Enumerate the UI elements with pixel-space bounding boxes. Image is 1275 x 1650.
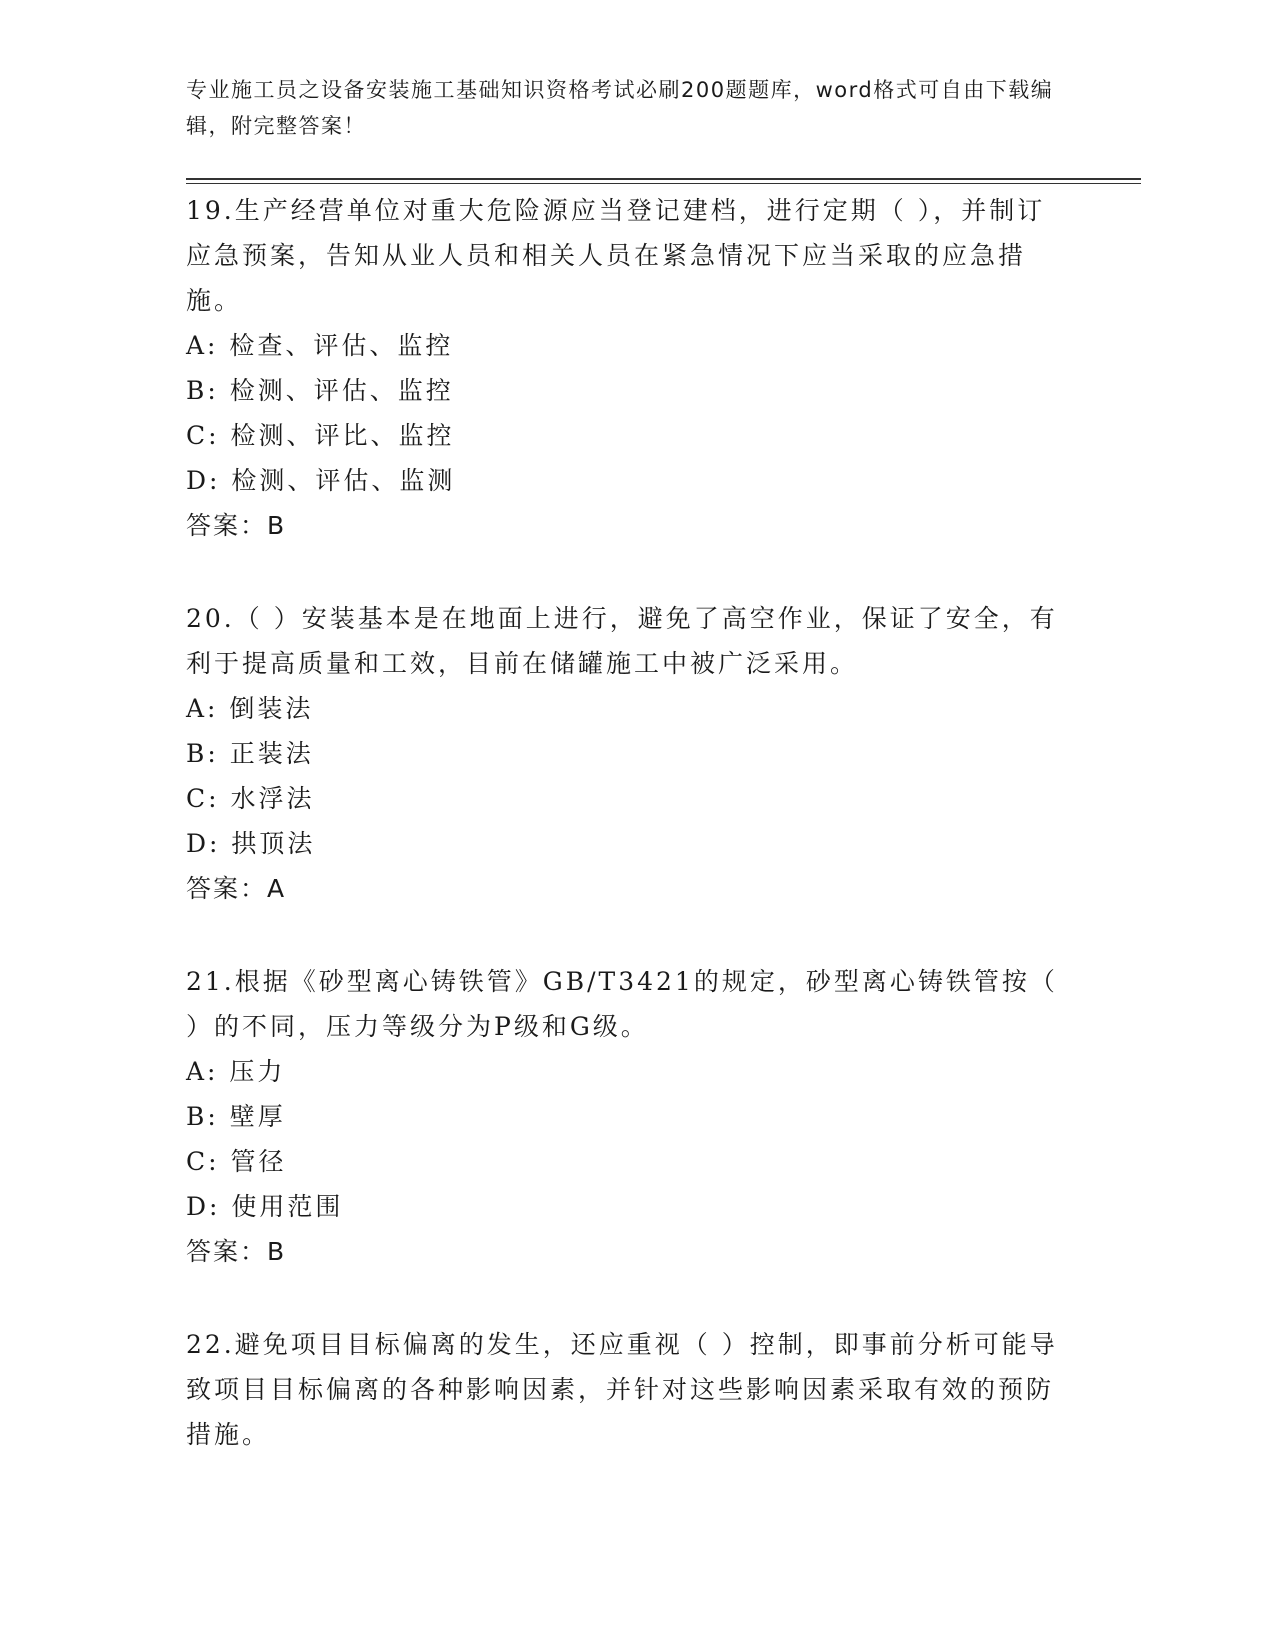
question-19: [186, 188, 1066, 548]
question-text: 20.（ ）安装基本是在地面上进行，避免了高空作业，保证了安全，有利于提高质量和工效，目前在储罐施工中被广泛采用。: [186, 604, 1058, 678]
option-d: D: 拱顶法: [186, 829, 316, 858]
option-a: A: 倒装法: [186, 694, 314, 723]
document-header: 专业施工员之设备安装施工基础知识资格考试必刷200题题库，word格式可自由下载编辑，附完整答案！: [186, 78, 1054, 138]
option-d: D: 使用范围: [186, 1192, 344, 1221]
option-d: D: 检测、评估、监测: [186, 466, 456, 495]
header-rule-thick: [186, 178, 1141, 180]
question-text: 22.避免项目目标偏离的发生，还应重视（ ）控制，即事前分析可能导致项目目标偏离的各种影响因素，并针对这些影响因素采取有效的预防措施。: [186, 1330, 1058, 1449]
question-list: [186, 188, 1066, 1505]
option-a: A: 压力: [186, 1057, 286, 1086]
option-a: A: 检查、评估、监控: [186, 331, 454, 360]
question-text: 19.生产经营单位对重大危险源应当登记建档，进行定期（ ），并制订应急预案，告知从业人员和相关人员在紧急情况下应当采取的应急措施。: [186, 196, 1046, 315]
option-c: C: 水浮法: [186, 784, 315, 813]
header-rule-thin: [186, 183, 1141, 184]
question-22: [186, 1322, 1066, 1457]
option-b: B: 正装法: [186, 739, 314, 768]
option-c: C: 检测、评比、监控: [186, 421, 455, 450]
answer-line: 答案：B: [186, 511, 287, 540]
answer-line: 答案：A: [186, 874, 287, 903]
option-b: B: 壁厚: [186, 1102, 286, 1131]
option-b: B: 检测、评估、监控: [186, 376, 454, 405]
answer-line: 答案：B: [186, 1237, 287, 1266]
question-20: [186, 596, 1066, 911]
question-text: 21.根据《砂型离心铸铁管》GB/T3421的规定，砂型离心铸铁管按（ ）的不同，压力等级分为P级和G级。: [186, 967, 1058, 1041]
option-c: C: 管径: [186, 1147, 287, 1176]
question-21: [186, 959, 1066, 1274]
